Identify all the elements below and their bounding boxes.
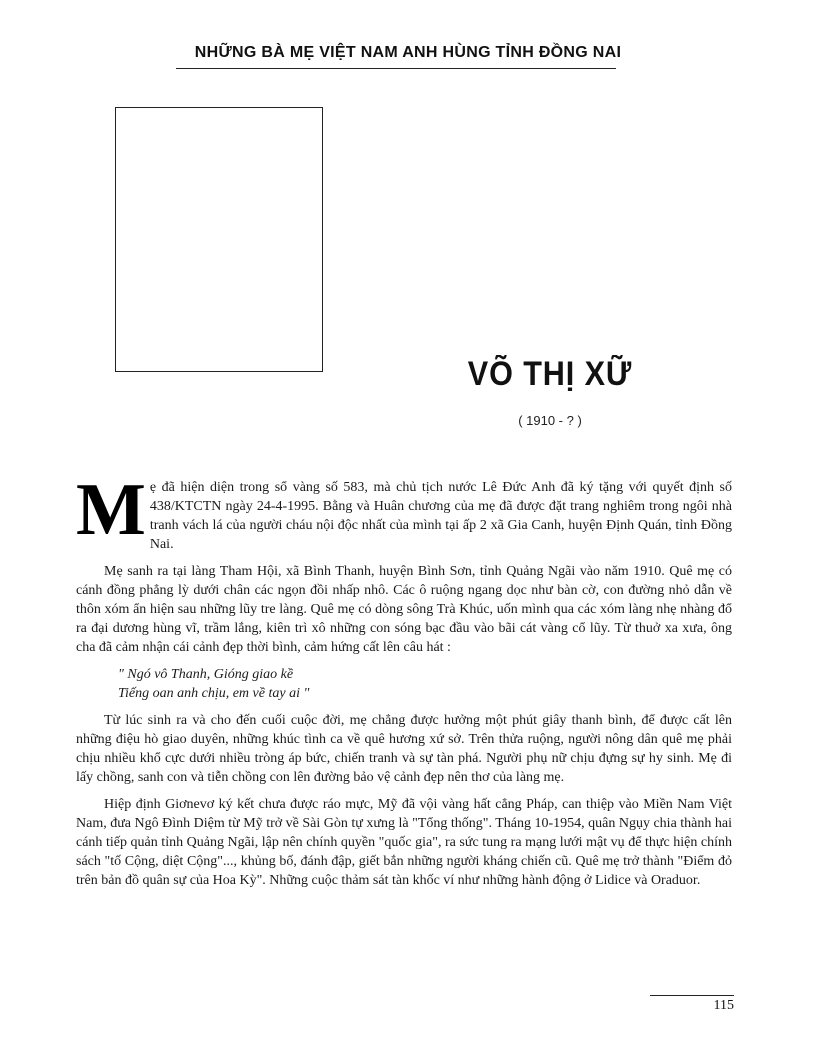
drop-cap: M	[76, 469, 146, 551]
folk-song-quote	[76, 665, 732, 703]
paragraph-birthplace: Mẹ sanh ra tại làng Tham Hội, xã Bình Thanh, huyện Bình Sơn, tỉnh Quảng Ngãi vào năm 1910. Quê mẹ có cánh đồng phẳng lỳ dưới chân các ngọn đồi nhấp nhô. Các ô ruộng ngang dọc như bàn cờ, con đường nhỏ dẫn về thôn xóm ẩn hiện sau những lũy tre làng. Quê mẹ có dòng sông Trà Khúc, uốn mình qua các xóm làng nhẹ nhàng đổ ra đại dương hùng vĩ, trầm lắng, kiên trì xô những con sóng bạc đầu vào bãi cát vàng cổ lũy. Từ thuở xa xưa, ông cha đã cảm nhận cái cảnh đẹp thời bình, cảm hứng cất lên câu hát :	[76, 564, 732, 655]
quote-line: " Ngó vô Thanh, Gióng giao kề	[118, 667, 294, 682]
page-number: 115	[713, 998, 734, 1013]
quote-line: Tiếng oan anh chịu, em về tay ai "	[118, 686, 310, 701]
intro-paragraph	[76, 469, 732, 554]
paragraph-history: Hiệp định Giơnevơ ký kết chưa được ráo mực, Mỹ đã vội vàng hất cẳng Pháp, can thiệp vào Miền Nam Việt Nam, đưa Ngô Đình Diệm từ Mỹ trở về Sài Gòn tự xưng là "Tổng thống". Tháng 10-1954, quân Ngụy chia thành hai cánh tiếp quản tỉnh Quảng Ngãi, lập nên chính quyền "quốc gia", ra sức tung ra mạng lưới mật vụ để thực hiện chính sách "tố Cộng, diệt Cộng"..., khủng bố, đánh đập, giết bắn những người kháng chiến cũ. Quê mẹ trở thành "Điểm đỏ trên bản đồ quân sự của Hoa Kỳ". Những cuộc thảm sát tàn khốc ví như những hành động ở Lidice và Oraduor.	[76, 797, 732, 888]
article-body	[76, 469, 732, 898]
footer-divider	[650, 995, 734, 996]
subject-years: ( 1910 - ? )	[518, 413, 582, 428]
paragraph-life: Từ lúc sinh ra và cho đến cuối cuộc đời, mẹ chẳng được hưởng một phút giây thanh bình, để được cất lên những điệu hò giao duyên, những khúc tình ca về quê hương xứ sở. Trên thửa ruộng, người nông dân quê mẹ phải chịu nhiều khổ cực dưới nhiều tròng áp bức, chiến tranh và sự tàn phá. Người phụ nữ chịu đựng sự hy sinh. Mẹ đi lấy chồng, sanh con và tiễn chồng con lên đường bảo vệ cảnh đẹp nên thơ của làng mẹ.	[76, 713, 732, 785]
portrait-frame	[115, 107, 323, 372]
intro-text: ẹ đã hiện diện trong sổ vàng số 583, mà chủ tịch nước Lê Đức Anh đã ký tặng với quyết định số 438/KTCTN ngày 24-4-1995. Bằng và Huân chương của mẹ đã được đặt trang nghiêm trong ngôi nhà tranh vách lá của người cháu nội độc nhất của mình tại ấp 2 xã Gia Canh, huyện Định Quán, tỉnh Đồng Nai.	[149, 480, 732, 552]
running-header: NHỮNG BÀ MẸ VIỆT NAM ANH HÙNG TỈNH ĐỒNG NAI	[194, 44, 622, 61]
header-divider	[176, 68, 616, 69]
subject-name: VÕ THỊ XỮ	[467, 355, 633, 393]
